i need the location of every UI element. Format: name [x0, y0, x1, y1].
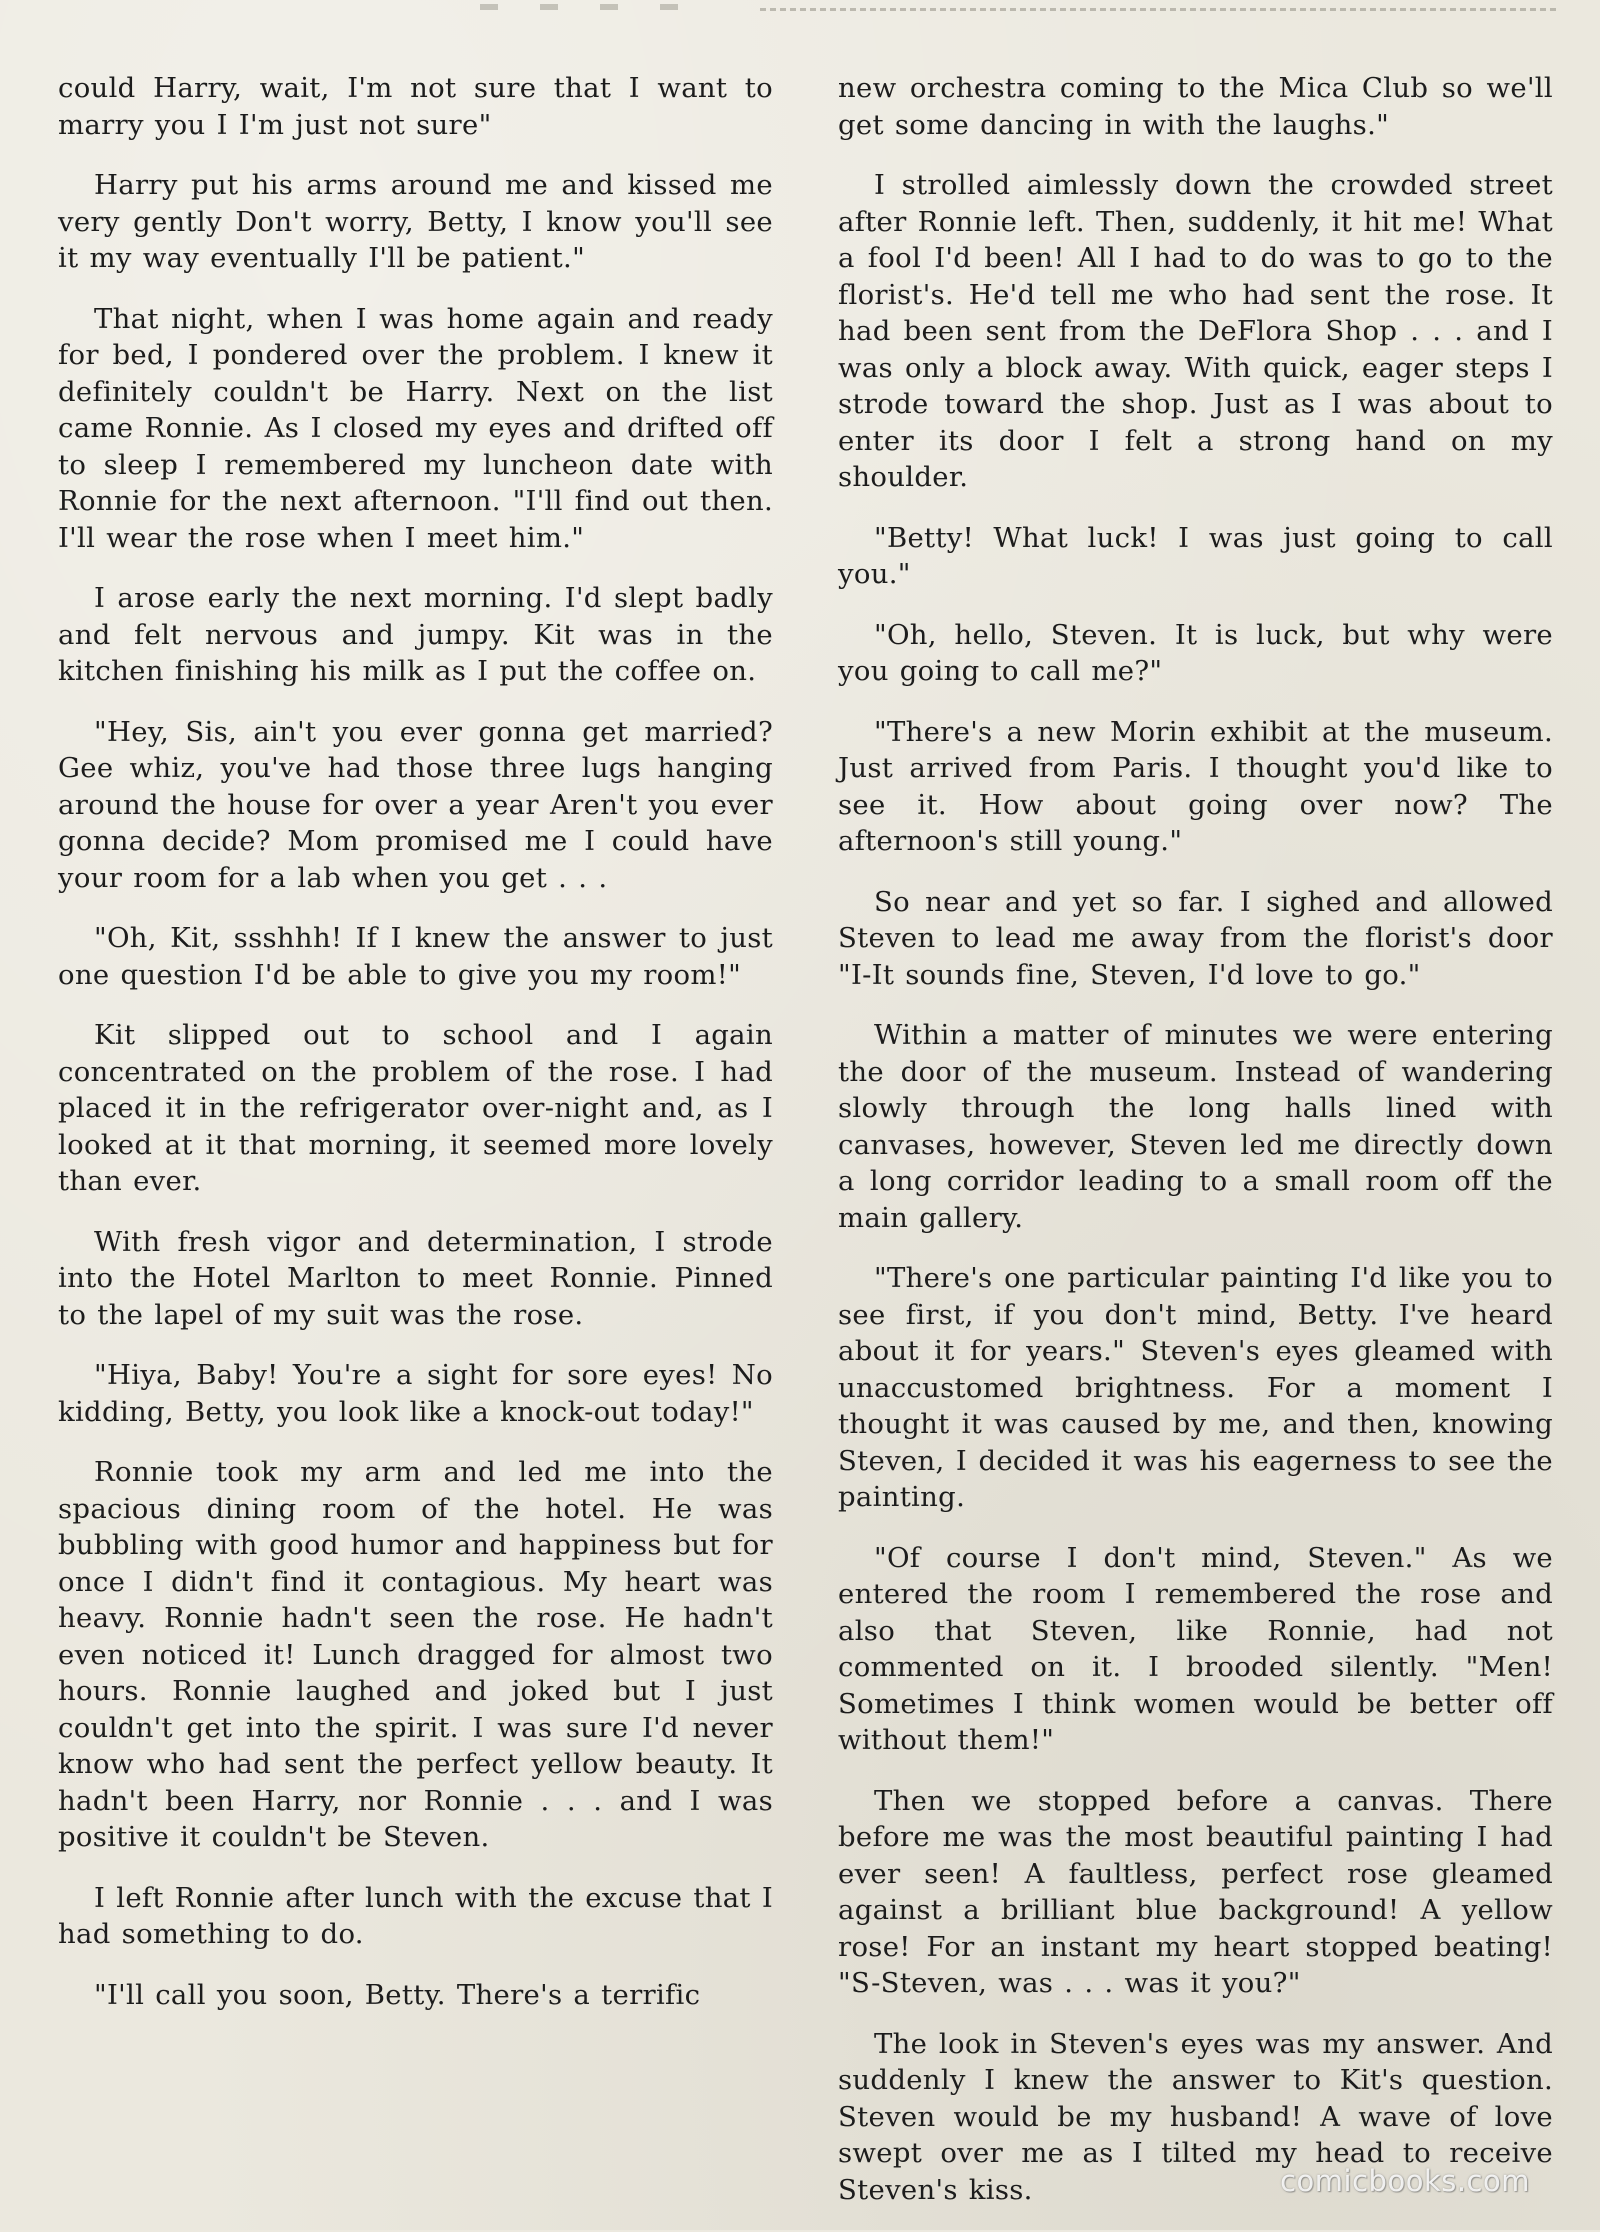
right-text-column [838, 70, 1553, 2232]
paragraph: With fresh vigor and determination, I strode into the Hotel Marlton to meet Ronnie. Pinned to the lapel of my suit was the rose. [58, 1225, 773, 1331]
paragraph: So near and yet so far. I sighed and allowed Steven to lead me away from the florist's door "I-It sounds fine, Steven, I'd love to go." [838, 885, 1553, 991]
paragraph: Kit slipped out to school and I again concentrated on the problem of the rose. I had placed it in the refrigerator over-night and, as I looked at it that morning, it seemed more lovely than ever. [58, 1019, 773, 1197]
watermark-text: comicbooks.com [1280, 2164, 1530, 2198]
paragraph: "There's one particular painting I'd like you to see first, if you don't mind, Betty. I've heard about it for years." Steven's eyes gleamed with unaccustomed brightness. For a moment I thought it was caused by me, and then, knowing Steven, I decided it was his eagerness to see the painting. [838, 1262, 1553, 1513]
left-text-column [58, 70, 773, 2037]
paragraph: "Oh, Kit, ssshhh! If I knew the answer to just one question I'd be able to give you my room!" [58, 922, 773, 991]
paragraph: "Oh, hello, Steven. It is luck, but why were you going to call me?" [838, 618, 1553, 687]
paragraph: "There's a new Morin exhibit at the museum. Just arrived from Paris. I thought you'd like to see it. How about going over now? The afternoon's still young." [838, 715, 1553, 857]
paragraph: "Of course I don't mind, Steven." As we entered the room I remembered the rose and also that Steven, like Ronnie, had not commented on it. I brooded silently. "Men! Sometimes I think women would be better off without them!" [838, 1541, 1553, 1756]
top-print-marks [480, 4, 720, 10]
paragraph: I arose early the next morning. I'd slept badly and felt nervous and jumpy. Kit was in the kitchen finishing his milk as I put the coffee on. [58, 582, 773, 687]
paragraph: The look in Steven's eyes was my answer. And suddenly I knew the answer to Kit's question. Steven would be my husband! A wave of love swept over me as I tilted my head to receive Steven's kiss. [838, 2027, 1553, 2206]
paragraph: "I'll call you soon, Betty. There's a terrific [94, 1978, 701, 2011]
paragraph: That night, when I was home again and ready for bed, I pondered over the problem. I knew it definitely couldn't be Harry. Next on the list came Ronnie. As I closed my eyes and drifted off to sleep I remembered my luncheon date with Ronnie for the next afternoon. "I'll find out then. I'll wear the rose when I meet him." [58, 302, 773, 554]
paragraph: "Hey, Sis, ain't you ever gonna get married? Gee whiz, you've had those three lugs hanging around the house for over a year Aren't you ever gonna decide? Mom promised me I could have your room for a lab when you get . . . [58, 715, 773, 894]
paragraph: "Hiya, Baby! You're a sight for sore eyes! No kidding, Betty, you look like a knock-out today!" [58, 1359, 773, 1428]
paragraph: Then we stopped before a canvas. There before me was the most beautiful painting I had ever seen! A faultless, perfect rose gleamed against a brilliant blue background! A yellow rose! For an instant my heart stopped beating! "S-Steven, was . . . was it you?" [838, 1784, 1553, 1999]
paragraph: new orchestra coming to the Mica Club so we'll get some dancing in with the laughs." [838, 72, 1553, 141]
paragraph: Within a matter of minutes we were entering the door of the museum. Instead of wandering slowly through the long halls lined with canvases, however, Steven led me directly down a long corridor leading to a small room off the main gallery. [838, 1019, 1553, 1234]
paragraph: could Harry, wait, I'm not sure that I want to marry you I I'm just not sure" [58, 72, 773, 141]
paragraph: Harry put his arms around me and kissed me very gently Don't worry, Betty, I know you'll see it my way eventually I'll be patient." [58, 169, 773, 274]
paragraph: "Betty! What luck! I was just going to call you." [838, 521, 1553, 590]
paragraph: I left Ronnie after lunch with the excuse that I had something to do. [58, 1881, 773, 1950]
top-rule-divider [760, 8, 1560, 11]
paragraph: I strolled aimlessly down the crowded street after Ronnie left. Then, suddenly, it hit me! What a fool I'd been! All I had to do was to go to the florist's. He'd tell me who had sent the rose. It had been sent from the DeFlora Shop . . . and I was only a block away. With quick, eager steps I strode toward the shop. Just as I was about to enter its door I felt a strong hand on my shoulder. [838, 169, 1553, 493]
paragraph: Ronnie took my arm and led me into the spacious dining room of the hotel. He was bubbling with good humor and happiness but for once I didn't find it contagious. My heart was heavy. Ronnie hadn't seen the rose. He hadn't even noticed it! Lunch dragged for almost two hours. Ronnie laughed and joked but I just couldn't get into the spirit. I was sure I'd never know who had sent the perfect yellow beauty. It hadn't been Harry, nor Ronnie . . . and I was positive it couldn't be Steven. [58, 1456, 773, 1853]
